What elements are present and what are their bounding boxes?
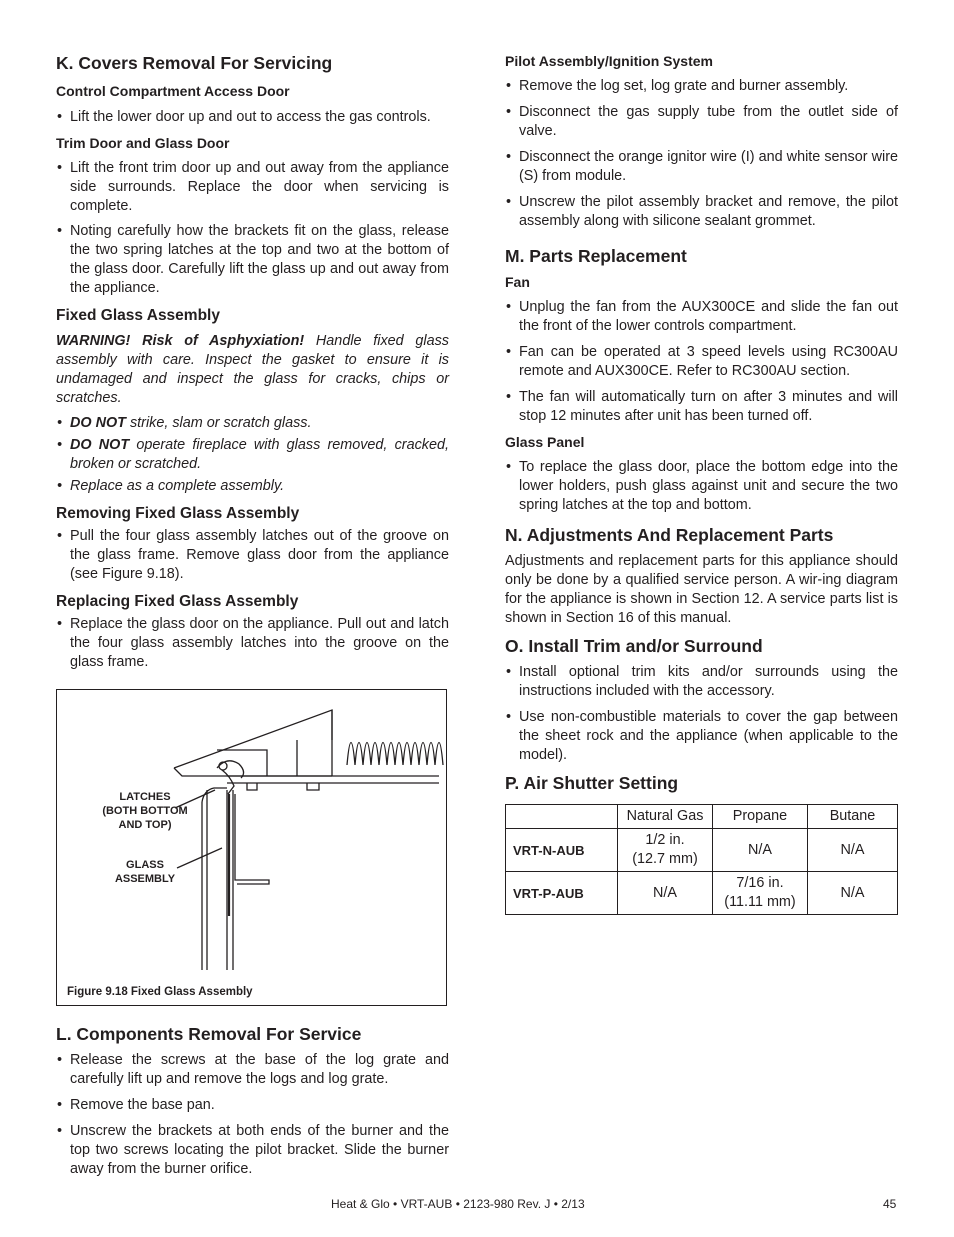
list-item: • Remove the base pan. bbox=[56, 1096, 449, 1115]
list-item: • To replace the glass door, place the bottom edge into the lower holders, push glass against unit and secure the two spring latches at the top and bottom. bbox=[505, 458, 898, 515]
emphasis: DO NOT bbox=[70, 415, 126, 431]
removing-heading: Removing Fixed Glass Assembly bbox=[56, 505, 300, 522]
section-k-title: K. Covers Removal For Servicing bbox=[56, 53, 333, 73]
list-item: • Use non-combustible materials to cover the gap between the sheet rock and the appliance (when applicable to the model). bbox=[505, 708, 898, 765]
list-item: • Lift the front trim door up and out away from the appliance side surrounds. Replace the door when servicing is complete. bbox=[56, 159, 449, 216]
trim-door-list bbox=[56, 159, 449, 298]
list-item: • Disconnect the orange ignitor wire (I) and white sensor wire (S) from module. bbox=[505, 148, 898, 186]
control-door-list bbox=[56, 108, 449, 127]
table-cell: N/A bbox=[808, 829, 898, 872]
header-cell: Propane bbox=[713, 805, 808, 829]
table-cell: 7/16 in. (11.11 mm) bbox=[713, 872, 808, 915]
warning-label: WARNING! Risk of Asphyxiation! bbox=[56, 333, 305, 349]
header-cell bbox=[506, 805, 618, 829]
section-l-title: L. Components Removal For Service bbox=[56, 1024, 362, 1044]
left-column bbox=[56, 50, 449, 1179]
pilot-list bbox=[505, 77, 898, 231]
row-model: VRT-N-AUB bbox=[506, 829, 618, 872]
section-l-list bbox=[56, 1051, 449, 1179]
list-item bbox=[56, 414, 449, 433]
section-p-title: P. Air Shutter Setting bbox=[505, 773, 679, 793]
fan-list bbox=[505, 298, 898, 426]
item-text: operate fireplace with glass removed, cracked, broken or scratched. bbox=[70, 437, 450, 472]
header-cell: Natural Gas bbox=[618, 805, 713, 829]
list-item: • Unplug the fan from the AUX300CE and slide the fan out the front of the lower controls compartment. bbox=[505, 298, 898, 336]
figure-caption: Figure 9.18 Fixed Glass Assembly bbox=[67, 986, 253, 998]
table-row bbox=[506, 829, 898, 872]
glass-assembly-label: GLASS ASSEMBLY bbox=[114, 859, 176, 885]
item-text: strike, slam or scratch glass. bbox=[125, 415, 312, 431]
list-item: • Remove the log set, log grate and burner assembly. bbox=[505, 77, 898, 96]
emphasis: DO NOT bbox=[70, 437, 130, 453]
list-item: • Unscrew the brackets at both ends of the burner and the top two screws locating the pilot bracket. Slide the burner away from the burner orifice. bbox=[56, 1122, 449, 1179]
pilot-heading: Pilot Assembly/Ignition System bbox=[505, 53, 713, 69]
trim-door-heading: Trim Door and Glass Door bbox=[56, 135, 230, 151]
table-cell: N/A bbox=[808, 872, 898, 915]
page-number: 45 bbox=[883, 1197, 897, 1211]
replacing-heading: Replacing Fixed Glass Assembly bbox=[56, 593, 299, 610]
table-header-row bbox=[506, 805, 898, 829]
glass-panel-list bbox=[505, 458, 898, 515]
list-item bbox=[56, 477, 449, 496]
air-shutter-table bbox=[505, 804, 898, 915]
control-door-heading: Control Compartment Access Door bbox=[56, 83, 290, 99]
item-text: Replace as a complete assembly. bbox=[70, 478, 285, 494]
figure-fixed-glass bbox=[56, 689, 447, 1006]
section-o-title: O. Install Trim and/or Surround bbox=[505, 636, 763, 656]
list-item: • Fan can be operated at 3 speed levels using RC300AU remote and AUX300CE. Refer to RC300AU section. bbox=[505, 343, 898, 381]
table-row bbox=[506, 872, 898, 915]
removing-list bbox=[56, 527, 449, 584]
section-n-text: Adjustments and replacement parts for this appliance should only be done by a qualified service person. A wir-ing diagram for the appliance is shown in Section 12. A service parts list is shown in Section 16 of this manual. bbox=[505, 553, 898, 626]
list-item: • Unscrew the pilot assembly bracket and remove, the pilot assembly along with silicone sealant grommet. bbox=[505, 193, 898, 231]
header-cell: Butane bbox=[808, 805, 898, 829]
warning-list bbox=[56, 414, 449, 496]
warning-text: Handle fixed glass assembly with care. Inspect the gasket to ensure it is undamaged and inspect the glass for cracks, chips or scratches. bbox=[56, 333, 449, 406]
fan-heading: Fan bbox=[505, 274, 530, 290]
glass-panel-heading: Glass Panel bbox=[505, 434, 585, 450]
list-item: • The fan will automatically turn on after 3 minutes and will stop 12 minutes after unit has been turned off. bbox=[505, 388, 898, 426]
list-item: • Replace the glass door on the appliance. Pull out and latch the four glass assembly latches into the groove on the glass frame. bbox=[56, 615, 449, 672]
section-o-list bbox=[505, 663, 898, 765]
list-item: • Lift the lower door up and out to access the gas controls. bbox=[56, 108, 449, 127]
list-item: • Pull the four glass assembly latches out of the groove on the glass frame. Remove glass door from the appliance (see Figure 9.18). bbox=[56, 527, 449, 584]
footer-doc-info: Heat & Glo • VRT-AUB • 2123-980 Rev. J • 2/13 bbox=[331, 1197, 585, 1211]
fixed-glass-diagram bbox=[57, 690, 445, 1004]
section-m-title: M. Parts Replacement bbox=[505, 246, 687, 266]
replacing-list bbox=[56, 615, 449, 672]
table-cell: 1/2 in. (12.7 mm) bbox=[618, 829, 713, 872]
list-item: • Disconnect the gas supply tube from the outlet side of valve. bbox=[505, 103, 898, 141]
list-item bbox=[56, 436, 449, 474]
section-n-title: N. Adjustments And Replacement Parts bbox=[505, 525, 834, 545]
latches-label: LATCHES (BOTH BOTTOM AND TOP) bbox=[102, 791, 188, 831]
right-column bbox=[505, 50, 898, 915]
list-item: • Noting carefully how the brackets fit on the glass, release the two spring latches at the top and two at the bottom of the glass door. Carefully lift the glass up and out away from the appliance. bbox=[56, 222, 449, 298]
list-item: • Release the screws at the base of the log grate and carefully lift up and remove the logs and log grate. bbox=[56, 1051, 449, 1089]
fixed-glass-heading: Fixed Glass Assembly bbox=[56, 307, 220, 324]
row-model: VRT-P-AUB bbox=[506, 872, 618, 915]
list-item: • Install optional trim kits and/or surrounds using the instructions included with the accessory. bbox=[505, 663, 898, 701]
table-cell: N/A bbox=[618, 872, 713, 915]
warning-paragraph bbox=[56, 332, 449, 408]
table-cell: N/A bbox=[713, 829, 808, 872]
